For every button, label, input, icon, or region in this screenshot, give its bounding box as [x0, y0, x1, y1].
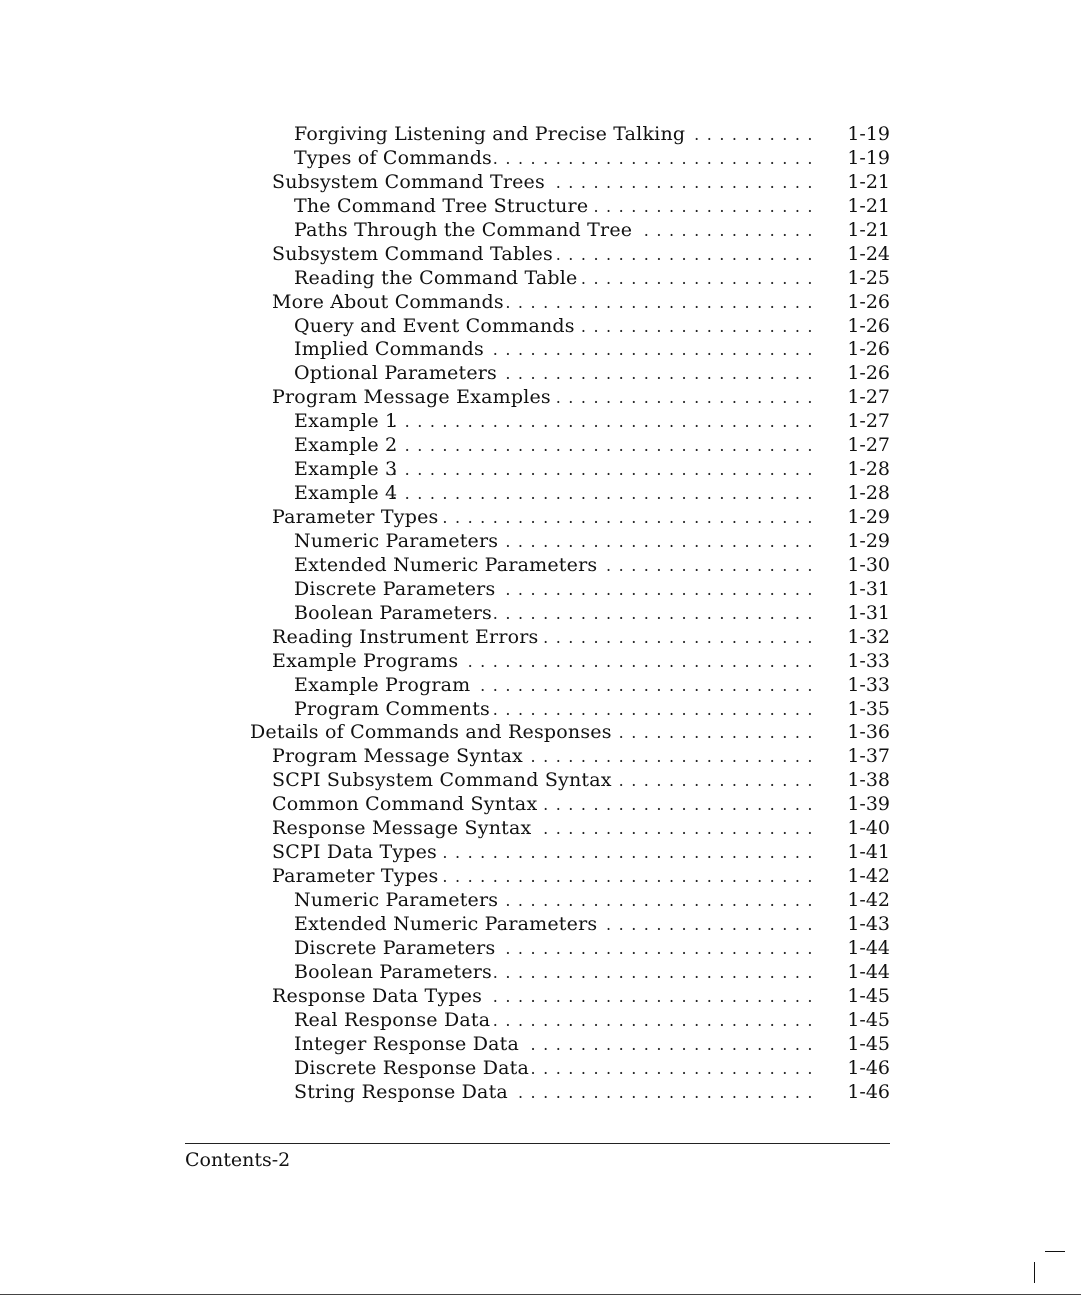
- toc-entry-page: 1-41: [847, 841, 890, 864]
- table-of-contents: [250, 123, 890, 1104]
- toc-entry[interactable]: [250, 410, 890, 434]
- toc-entry-title: SCPI Subsystem Command Syntax: [272, 769, 612, 792]
- toc-entry-page: 1-35: [847, 697, 890, 720]
- toc-entry-page: 1-32: [847, 625, 890, 648]
- toc-entry-page: 1-26: [847, 314, 890, 337]
- footer-rule: [185, 1143, 890, 1144]
- toc-dot-leader: .........................: [505, 938, 820, 958]
- toc-entry[interactable]: [250, 578, 890, 602]
- toc-entry-page: 1-21: [847, 170, 890, 193]
- toc-entry[interactable]: [250, 386, 890, 410]
- toc-entry[interactable]: [250, 841, 890, 865]
- toc-dot-leader: ..................: [593, 196, 820, 216]
- toc-entry[interactable]: [250, 1033, 890, 1057]
- toc-dot-leader: .................: [606, 914, 820, 934]
- toc-entry[interactable]: [250, 482, 890, 506]
- toc-entry-title: Numeric Parameters: [294, 529, 499, 552]
- toc-dot-leader: ..................................: [392, 436, 820, 456]
- toc-entry[interactable]: [250, 434, 890, 458]
- toc-entry-page: 1-46: [847, 1056, 890, 1079]
- toc-entry-page: 1-40: [847, 817, 890, 840]
- toc-entry-page: 1-29: [847, 529, 890, 552]
- toc-entry[interactable]: [250, 793, 890, 817]
- toc-entry-title: Parameter Types: [272, 506, 439, 528]
- toc-dot-leader: .........................: [505, 531, 820, 551]
- toc-dot-leader: .....................: [555, 244, 820, 264]
- toc-entry-title: Example 1: [294, 410, 398, 433]
- toc-entry-page: 1-27: [847, 434, 890, 457]
- toc-entry-title: Response Data Types: [272, 984, 483, 1007]
- toc-entry-page: 1-45: [847, 984, 890, 1007]
- toc-dot-leader: ..........................: [492, 340, 820, 360]
- toc-dot-leader: .........................: [505, 579, 820, 599]
- toc-entry-page: 1-30: [847, 553, 890, 576]
- toc-entry-title: Example 2: [294, 434, 398, 457]
- toc-entry-title: Program Message Syntax: [272, 745, 523, 768]
- toc-entry-title: Details of Commands and Responses: [250, 721, 612, 744]
- toc-entry-page: 1-36: [847, 721, 890, 744]
- toc-entry-title: Program Comments: [294, 697, 491, 720]
- toc-entry-page: 1-45: [847, 1008, 890, 1031]
- toc-entry-page: 1-31: [847, 601, 890, 624]
- toc-entry-title: Program Message Examples: [272, 386, 551, 409]
- toc-dot-leader: .................: [606, 555, 820, 575]
- toc-entry-title: Extended Numeric Parameters: [294, 553, 598, 576]
- toc-dot-leader: .....................: [555, 172, 820, 192]
- footer-page-label: Contents-2: [185, 1149, 291, 1171]
- toc-dot-leader: .........................: [505, 891, 820, 910]
- toc-dot-leader: ..............: [643, 220, 820, 240]
- toc-entry-page: 1-27: [847, 410, 890, 433]
- toc-entry-page: 1-42: [847, 889, 890, 911]
- toc-entry-title: SCPI Data Types: [272, 841, 438, 864]
- toc-dot-leader: ..................................: [392, 412, 820, 432]
- toc-entry-title: Paths Through the Command Tree: [294, 218, 633, 241]
- toc-dot-leader: .......................: [530, 1034, 820, 1054]
- toc-dot-leader: .........................: [505, 364, 820, 384]
- toc-entry-page: 1-33: [847, 649, 890, 672]
- toc-entry[interactable]: [250, 1057, 890, 1081]
- toc-dot-leader: ..................................: [392, 484, 820, 504]
- toc-entry-title: Discrete Response Data: [294, 1056, 530, 1079]
- toc-entry[interactable]: [250, 458, 890, 482]
- toc-entry-title: Subsystem Command Tables: [272, 242, 553, 265]
- toc-entry-page: 1-21: [847, 218, 890, 241]
- toc-entry-page: 1-43: [847, 912, 890, 935]
- toc-entry-page: 1-26: [847, 290, 890, 313]
- toc-entry[interactable]: [250, 195, 890, 219]
- toc-dot-leader: ..........................: [492, 148, 820, 168]
- toc-entry-page: 1-38: [847, 769, 890, 792]
- toc-entry[interactable]: [250, 865, 890, 889]
- toc-entry[interactable]: [250, 1009, 890, 1033]
- toc-dot-leader: ................: [618, 723, 820, 743]
- toc-entry[interactable]: [250, 650, 890, 674]
- toc-entry-title: Reading Instrument Errors: [272, 625, 539, 648]
- toc-dot-leader: ..........................: [492, 1010, 820, 1030]
- toc-entry-page: 1-44: [847, 960, 890, 983]
- toc-entry[interactable]: [250, 674, 890, 698]
- toc-dot-leader: .........................: [505, 292, 820, 312]
- toc-entry[interactable]: [250, 315, 890, 339]
- toc-dot-leader: ............................: [467, 651, 820, 671]
- toc-entry-title: Parameter Types: [272, 865, 439, 888]
- toc-entry[interactable]: [250, 602, 890, 626]
- toc-dot-leader: ...................: [580, 316, 820, 336]
- toc-entry-page: 1-19: [847, 146, 890, 169]
- toc-dot-leader: .......................: [530, 747, 820, 767]
- toc-dot-leader: ..............................: [442, 867, 820, 887]
- toc-entry[interactable]: [250, 913, 890, 937]
- toc-entry[interactable]: [250, 745, 890, 769]
- toc-entry[interactable]: [250, 698, 890, 722]
- toc-entry-page: 1-27: [847, 386, 890, 409]
- toc-entry-title: Boolean Parameters: [294, 601, 493, 624]
- toc-entry-title: More About Commands: [272, 290, 504, 313]
- toc-entry[interactable]: [250, 1081, 890, 1105]
- toc-dot-leader: .....................: [555, 388, 820, 408]
- toc-entry-title: Optional Parameters: [294, 362, 498, 385]
- toc-dot-leader: ..............................: [442, 843, 820, 863]
- toc-entry-title: Subsystem Command Trees: [272, 170, 545, 193]
- toc-entry[interactable]: [250, 769, 890, 793]
- toc-entry-title: Implied Commands: [294, 338, 484, 361]
- toc-entry[interactable]: [250, 554, 890, 578]
- toc-entry-title: Common Command Syntax: [272, 793, 538, 816]
- toc-dot-leader: ...........................: [480, 675, 820, 695]
- toc-entry-title: Numeric Parameters: [294, 889, 499, 911]
- toc-entry-title: The Command Tree Structure: [294, 194, 589, 217]
- toc-entry-page: 1-45: [847, 1032, 890, 1055]
- toc-entry[interactable]: [250, 219, 890, 243]
- toc-entry[interactable]: [250, 626, 890, 650]
- toc-entry-title: Example Programs: [272, 649, 459, 672]
- toc-dot-leader: ........................: [517, 1082, 820, 1102]
- toc-entry-title: Example Program: [294, 673, 471, 696]
- toc-entry[interactable]: [250, 171, 890, 195]
- page-bottom-edge: [0, 1294, 1081, 1295]
- toc-entry-page: 1-44: [847, 936, 890, 959]
- toc-entry[interactable]: [250, 291, 890, 315]
- toc-dot-leader: ......................: [543, 819, 820, 839]
- toc-entry-page: 1-28: [847, 458, 890, 481]
- toc-entry-page: 1-28: [847, 482, 890, 505]
- toc-entry-page: 1-29: [847, 506, 890, 528]
- toc-entry-page: 1-24: [847, 242, 890, 265]
- toc-entry-title: Reading the Command Table: [294, 266, 578, 289]
- toc-entry-page: 1-42: [847, 865, 890, 888]
- toc-dot-leader: ..........................: [492, 699, 820, 719]
- toc-entry-page: 1-21: [847, 194, 890, 217]
- toc-entry[interactable]: [250, 338, 890, 362]
- toc-entry[interactable]: [250, 243, 890, 267]
- toc-entry[interactable]: [250, 362, 890, 386]
- toc-entry-title: Integer Response Data: [294, 1032, 520, 1055]
- toc-entry-page: 1-26: [847, 362, 890, 385]
- toc-entry-title: Example 4: [294, 482, 398, 505]
- toc-entry[interactable]: [250, 817, 890, 841]
- toc-dot-leader: ......................: [543, 795, 820, 815]
- toc-entry[interactable]: [250, 267, 890, 291]
- toc-dot-leader: ..................................: [392, 460, 820, 480]
- toc-entry-page: 1-25: [847, 266, 890, 289]
- toc-entry[interactable]: [250, 721, 890, 745]
- toc-entry-title: Discrete Parameters: [294, 577, 496, 600]
- toc-entry[interactable]: [250, 147, 890, 171]
- toc-entry-page: 1-26: [847, 338, 890, 361]
- crop-mark-vertical: [1034, 1262, 1035, 1283]
- toc-entry-title: Forgiving Listening and Precise Talking: [294, 123, 686, 145]
- toc-entry[interactable]: [250, 530, 890, 554]
- toc-entry-title: Query and Event Commands: [294, 314, 575, 337]
- toc-dot-leader: ................: [618, 771, 820, 791]
- toc-dot-leader: .......................: [530, 1058, 820, 1078]
- toc-entry[interactable]: [250, 123, 890, 147]
- toc-entry[interactable]: [250, 506, 890, 530]
- toc-dot-leader: ..........................: [492, 962, 820, 982]
- toc-dot-leader: ..............................: [442, 508, 820, 527]
- toc-entry-title: Extended Numeric Parameters: [294, 912, 598, 935]
- toc-entry-title: Real Response Data: [294, 1008, 491, 1031]
- crop-mark-horizontal: [1045, 1251, 1065, 1252]
- toc-dot-leader: ..........................: [492, 986, 820, 1006]
- toc-entry-page: 1-19: [847, 123, 890, 145]
- toc-entry-page: 1-46: [847, 1080, 890, 1103]
- toc-entry-title: Example 3: [294, 458, 398, 481]
- toc-entry-title: Discrete Parameters: [294, 936, 496, 959]
- toc-entry[interactable]: [250, 937, 890, 961]
- toc-entry-page: 1-37: [847, 745, 890, 768]
- toc-entry-page: 1-33: [847, 673, 890, 696]
- toc-entry-page: 1-39: [847, 793, 890, 816]
- toc-entry-title: Types of Commands: [294, 146, 493, 169]
- toc-dot-leader: ......................: [543, 627, 820, 647]
- toc-entry-title: Response Message Syntax: [272, 817, 532, 840]
- toc-entry-page: 1-31: [847, 577, 890, 600]
- toc-dot-leader: ..........................: [492, 603, 820, 623]
- toc-entry[interactable]: [250, 961, 890, 985]
- toc-entry-title: Boolean Parameters: [294, 960, 493, 983]
- toc-dot-leader: ..........: [694, 125, 820, 144]
- toc-entry[interactable]: [250, 985, 890, 1009]
- toc-entry-title: String Response Data: [294, 1080, 508, 1103]
- toc-entry[interactable]: [250, 889, 890, 913]
- toc-dot-leader: ...................: [580, 268, 820, 288]
